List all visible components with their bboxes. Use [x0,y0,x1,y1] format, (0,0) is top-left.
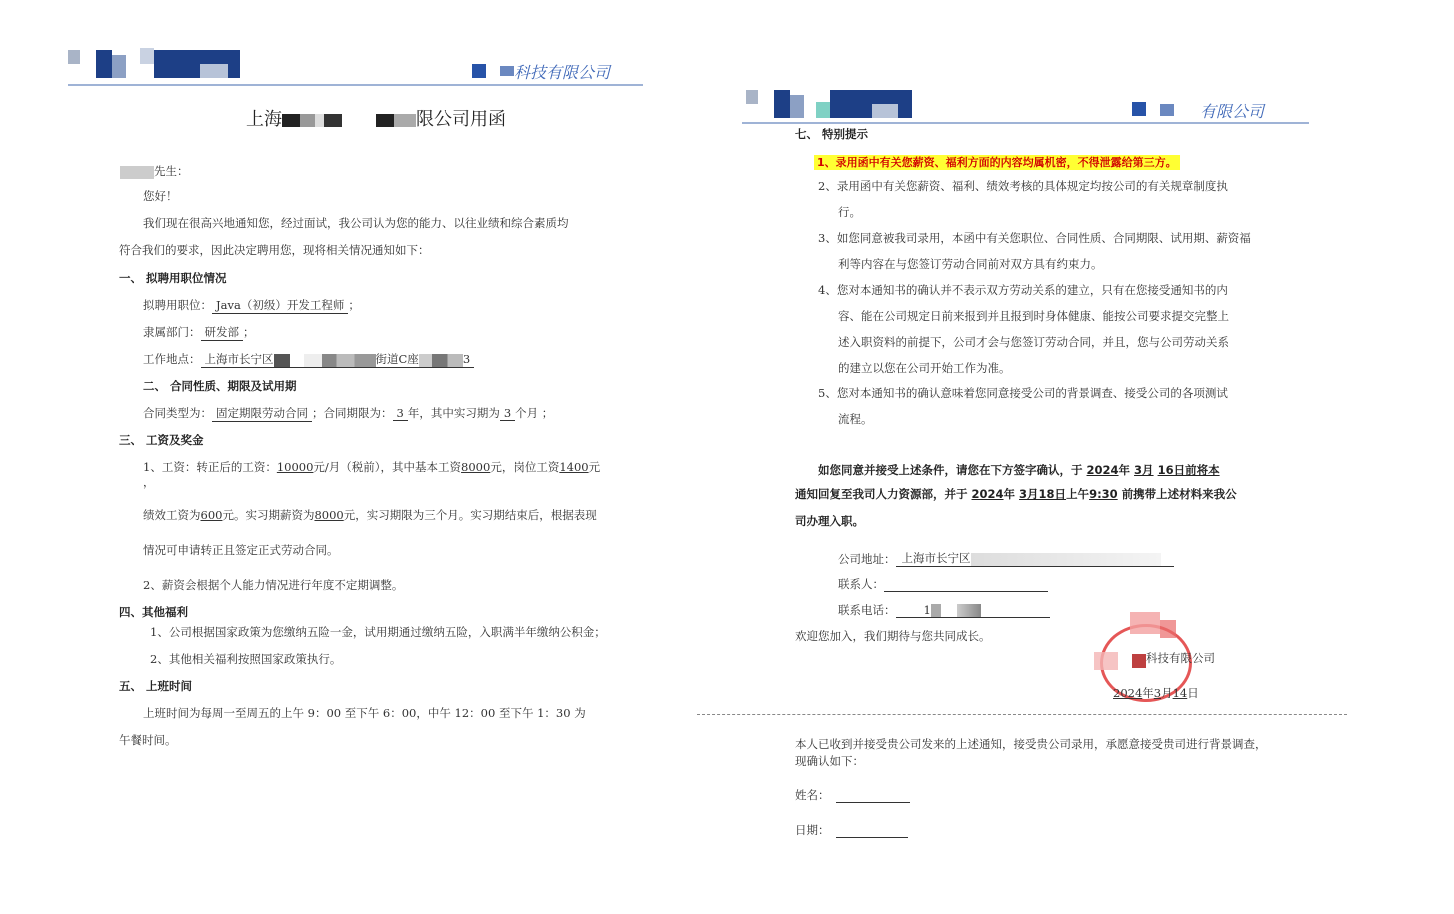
header-rule-left [68,84,643,86]
tip-2: 2、录用函中有关您薪资、福利、绩效考核的具体规定均按公司的有关规章制度执 [818,179,1228,193]
welfare-item-2: 2、其他相关福利按照国家政策执行。 [150,652,342,666]
salary-line-3: 情况可申请转正且签定正式劳动合同。 [143,543,339,557]
greeting: 您好！ [143,189,178,203]
location-value: 上海市长宁区 街道C座 3 [201,351,475,368]
tip-4-cont-3: 的建立以您在公司开始工作为准。 [838,361,1011,375]
section-3-heading: 三、 工资及奖金 [119,433,204,447]
tip-4: 4、您对本通知书的确认并不表示双方劳动关系的建立，只有在您接受通知书的内 [818,283,1228,297]
contact-person-row: 联系人： [838,576,1048,592]
tip-5: 5、您对本通知书的确认意味着您同意接受公司的背景调查、接受公司的各项测试 [818,386,1228,400]
signing-company: 科技有限公司 [1146,651,1215,665]
welfare-item-1: 1、公司根据国家政策为您缴纳五险一金，试用期通过缴纳五险，入职满半年缴纳公积金； [150,625,606,639]
tip-3-cont: 利等内容在与您签订劳动合同前对双方具有约束力。 [838,257,1103,271]
cut-line [697,714,1347,715]
department-value: 研发部 [201,324,244,341]
contact-phone-value: 1 [923,602,931,617]
welcome-message: 欢迎您加入，我们期待与您共同成长。 [795,629,991,643]
company-brand-left: 科技有限公司 [514,63,611,82]
confirmation-line-2: 现确认如下： [795,754,864,768]
salary-line-1: 1、工资：转正后的工资：10000元/月（税前），其中基本工资8000元，岗位工资1400元 [143,460,601,474]
contract-type-value: 固定期限劳动合同 [212,405,312,422]
section-7-heading: 七、 特别提示 [795,127,869,141]
intern-months-value: 3 [500,406,515,421]
contract-years-value: 3 [393,406,408,421]
company-address-row: 公司地址： 上海市长宁区 [838,550,1174,567]
company-brand-right: 有限公司 [1200,102,1265,121]
tip-4-cont-2: 述入职资料的前提下，公司才会与您签订劳动合同，并且，您与公司劳动关系 [838,335,1229,349]
salary-line-2: 绩效工资为600元。实习期薪资为8000元，实习期限为三个月。实习期结束后，根据表现 [143,508,597,522]
confidential-tip: 1、录用函中有关您薪资、福利方面的内容均属机密，不得泄露给第三方。 [814,151,1180,170]
tip-2-cont: 行。 [838,205,861,219]
company-address-value: 上海市长宁区 [901,551,971,565]
position-value: Java（初级）开发工程师 [212,297,348,314]
salary-line-4: 2、薪资会根据个人能力情况进行年度不定期调整。 [143,578,404,592]
intro-paragraph: 我们现在很高兴地通知您，经过面试，我公司认为您的能力、以往业绩和综合素质均 [143,216,569,230]
signing-date: 2024年3月14日 [1113,686,1199,700]
contact-phone-row: 联系电话： 1 [838,602,1050,618]
section-4-heading: 四、其他福利 [119,605,188,619]
tip-4-cont-1: 容、能在公司规定日前来报到并且报到时身体健康、能按公司要求提交完整上 [838,309,1229,323]
header-rule-right [742,122,1309,124]
acceptance-line-3: 司办理入职。 [795,514,864,528]
date-signature-field[interactable]: 日期： [795,822,908,838]
tip-5-cont: 流程。 [838,412,873,426]
work-hours-line-2: 午餐时间。 [119,733,177,747]
department-row: 隶属部门： 研发部 ； [143,325,255,339]
acceptance-line-1: 如您同意并接受上述条件，请您在下方签字确认，于 2024年 3月 16日前将本 [818,463,1220,477]
section-5-heading: 五、 上班时间 [119,679,193,693]
salutation: 先生： [120,163,189,179]
acceptance-line-2: 通知回复至我司人力资源部，并于 2024年 3月18日上午9:30 前携带上述材料来我公 [795,487,1237,501]
name-signature-field[interactable]: 姓名： [795,787,910,803]
position-row: 拟聘用职位： Java（初级）开发工程师 ； [143,298,360,312]
section-2-heading: 二、 合同性质、期限及试用期 [143,379,297,393]
confirmation-line-1: 本人已收到并接受贵公司发来的上述通知，接受贵公司录用，承愿意接受贵司进行背景调查， [795,737,1267,751]
intro-paragraph-cont: 符合我们的要求，因此决定聘用您，现将相关情况通知如下： [119,243,430,257]
page-title: 上海 限公司用函 [246,109,506,130]
section-1-heading: 一、 拟聘用职位情况 [119,271,227,285]
location-row: 工作地点： 上海市长宁区 街道C座 3 [143,351,474,368]
salary-comma: ， [143,475,155,489]
contract-row: 合同类型为： 固定期限劳动合同 ；合同期限为： 3 年，其中实习期为 3 个月 ； [143,406,554,420]
work-hours-line-1: 上班时间为每周一至周五的上午 9：00 至下午 6：00，中午 12：00 至下午 1：30 为 [143,706,586,720]
tip-3: 3、如您同意被我司录用，本函中有关您职位、合同性质、合同期限、试用期、薪资福 [818,231,1251,245]
